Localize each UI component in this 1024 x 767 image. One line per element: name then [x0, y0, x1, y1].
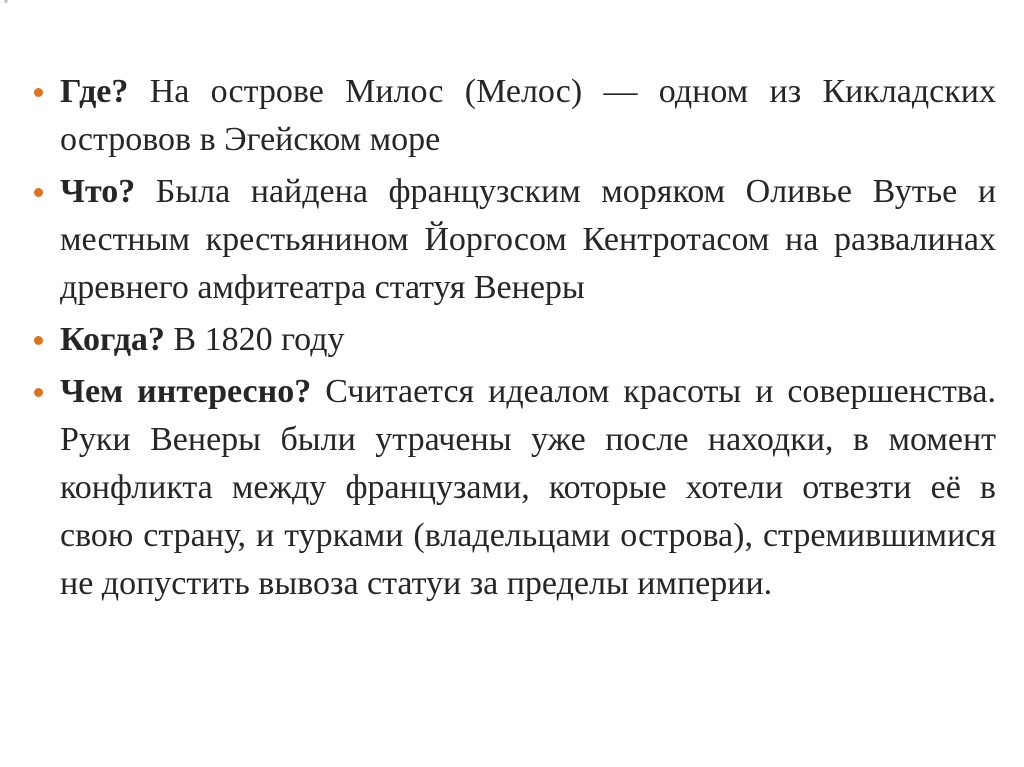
bullet-text: На острове Милос (Мелос) — одном из Кикладских островов в Эгейском море — [60, 73, 996, 158]
bullet-label: Когда? — [60, 321, 165, 358]
bullet-label: Чем интересно? — [60, 373, 312, 410]
bullet-item-why-interesting — [28, 368, 996, 608]
bullet-text: Считается идеалом красоты и совершенства. Руки Венеры были утрачены уже после находки, в момент конфликта между французами, которые хотели отвезти её в свою страну, и турками (владельцами острова), стремившимися не допустить вывоза статуи за пределы империи. — [60, 373, 996, 602]
bullet-label: Где? — [60, 73, 129, 110]
bullet-item-what — [28, 168, 996, 312]
bullet-list — [28, 68, 996, 612]
bullet-dot-icon — [34, 388, 43, 397]
bullet-text: Была найдена французским моряком Оливье Вутье и местным крестьянином Йоргосом Кентротасом на развалинах древнего амфитеатра статуя Венеры — [60, 173, 997, 306]
bullet-dot-icon — [34, 188, 43, 197]
bullet-dot-icon — [34, 336, 43, 345]
bullet-item-where — [28, 68, 996, 164]
bullet-item-when — [28, 316, 996, 364]
bullet-text: В 1820 году — [173, 321, 345, 358]
bullet-dot-icon — [34, 88, 43, 97]
bullet-label: Что? — [60, 173, 136, 210]
corner-mark: ° — [4, 0, 8, 10]
